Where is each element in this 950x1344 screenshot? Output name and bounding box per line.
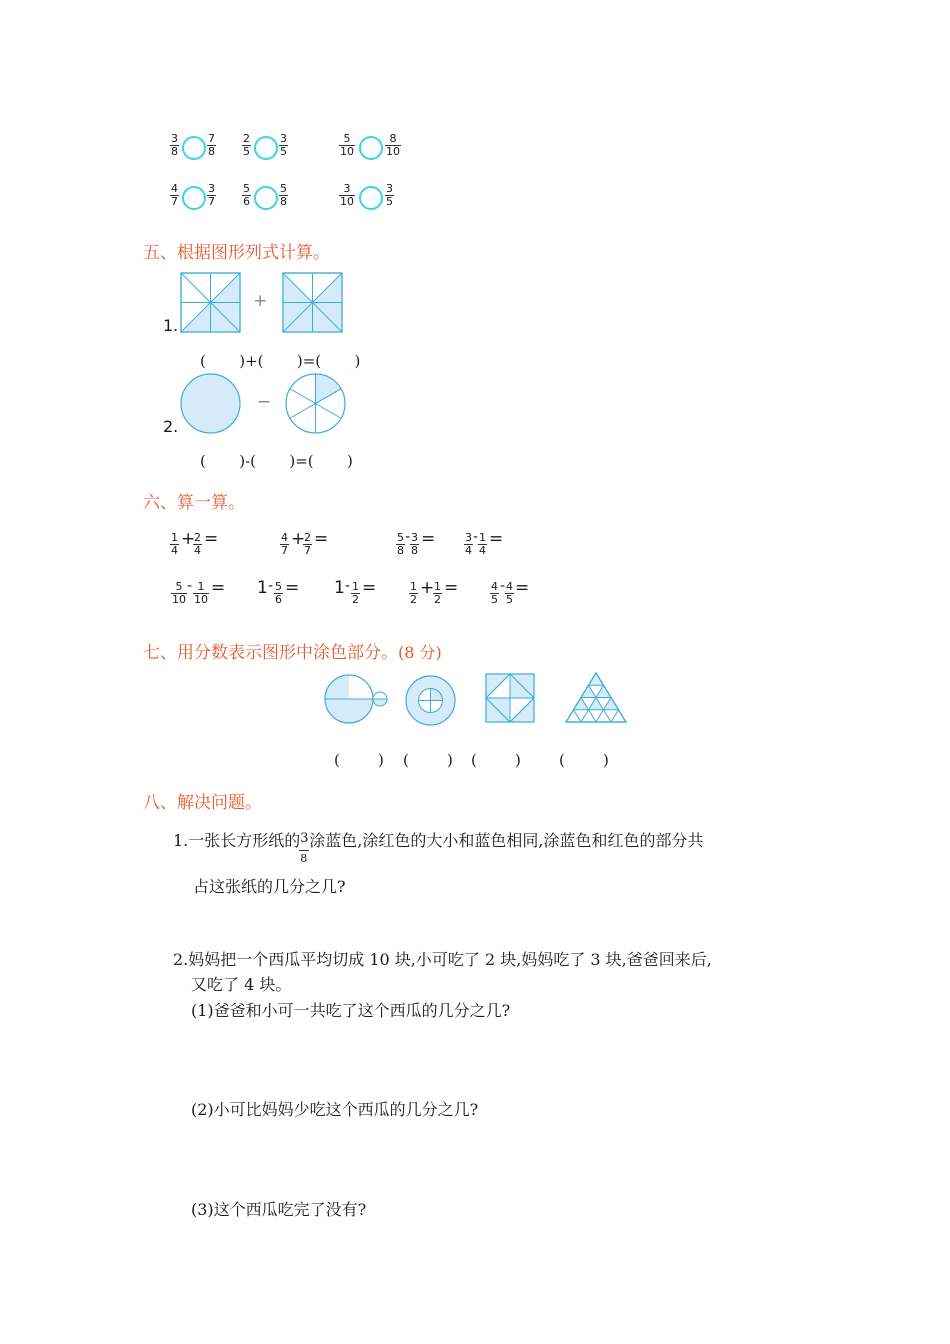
- square-figure-1: [181, 273, 241, 333]
- fraction: 4 5: [506, 580, 513, 606]
- ring-figure: [405, 675, 457, 727]
- equals: =: [211, 578, 226, 598]
- equals: =: [362, 578, 377, 598]
- equals: =: [314, 529, 329, 549]
- fraction: 3 10: [340, 182, 354, 208]
- section-8-title: 八、解决问题。: [143, 793, 262, 813]
- answer-blank-2[interactable]: ( ): [403, 751, 453, 769]
- question-1-fraction: 3 8: [300, 831, 309, 865]
- operator: -: [473, 529, 479, 545]
- fraction: 1 2: [434, 580, 441, 606]
- section-7-title: [143, 638, 442, 663]
- question-2-line-2: 又吃了 4 块。: [191, 975, 292, 994]
- section-7-score: (8 分): [398, 643, 442, 662]
- compare-circle[interactable]: [254, 186, 278, 210]
- question-2-sub-1: (1)爸爸和小可一共吃了这个西瓜的几分之几?: [191, 1001, 511, 1020]
- operator: -: [500, 578, 506, 594]
- fraction: 3 4: [465, 531, 472, 557]
- equals: =: [421, 529, 436, 549]
- fraction: 7 8: [208, 132, 215, 158]
- fraction: 5 6: [275, 580, 282, 606]
- equals: =: [515, 578, 530, 598]
- square-figure-2: [283, 273, 343, 333]
- equals: =: [285, 578, 300, 598]
- fraction: 8 10: [386, 132, 400, 158]
- fraction: 4 7: [281, 531, 288, 557]
- whole-number: 1: [334, 578, 345, 598]
- full-circle-figure: [180, 373, 242, 435]
- operator: -: [187, 578, 193, 594]
- compare-circle[interactable]: [254, 136, 278, 160]
- item-2-label: 2.: [163, 417, 179, 436]
- answer-blank-1[interactable]: ( ): [334, 751, 384, 769]
- equals: =: [489, 529, 504, 549]
- fraction: 1 4: [171, 531, 178, 557]
- item-2-answer-blanks[interactable]: ( )-( )=( ): [200, 452, 353, 470]
- section-7-title-text: 七、用分数表示图形中涂色部分。: [143, 643, 398, 663]
- compare-circle[interactable]: [182, 136, 206, 160]
- fraction: 3 8: [411, 531, 418, 557]
- item-1-answer-blanks[interactable]: ( )+( )=( ): [200, 352, 361, 370]
- fraction: 5 10: [172, 580, 186, 606]
- fraction: 2 4: [194, 531, 201, 557]
- fraction: 5 8: [397, 531, 404, 557]
- minus-sign: −: [257, 392, 272, 412]
- sliced-circle-figure: [285, 373, 347, 435]
- fraction: 1 2: [352, 580, 359, 606]
- question-1-text: [173, 828, 704, 865]
- compare-circle[interactable]: [359, 136, 383, 160]
- fraction: 3 5: [280, 132, 287, 158]
- fraction: 1 10: [194, 580, 208, 606]
- fraction: 3 7: [208, 182, 215, 208]
- operator: +: [420, 578, 435, 598]
- compare-circle[interactable]: [182, 186, 206, 210]
- question-1-line-2: 占这张纸的几分之几?: [193, 877, 346, 896]
- answer-blank-3[interactable]: ( ): [471, 751, 521, 769]
- question-2-line-1: 2.妈妈把一个西瓜平均切成 10 块,小可吃了 2 块,妈妈吃了 3 块,爸爸回来后,: [173, 950, 712, 969]
- section-5-title: 五、根据图形列式计算。: [143, 243, 330, 263]
- answer-blank-4[interactable]: ( ): [559, 751, 609, 769]
- diamond-square-figure: [486, 674, 536, 724]
- operator: -: [345, 578, 351, 594]
- fraction: 5 8: [280, 182, 287, 208]
- plus-sign: +: [253, 291, 268, 311]
- question-1-prefix: 1.一张长方形纸的: [173, 831, 301, 850]
- fraction: 1 2: [410, 580, 417, 606]
- operator: +: [291, 529, 306, 549]
- question-1-suffix: 涂蓝色,涂红色的大小和蓝色相同,涂蓝色和红色的部分共: [309, 831, 704, 850]
- fraction: 3 5: [386, 182, 393, 208]
- fraction: 1 4: [479, 531, 486, 557]
- question-2-sub-3: (3)这个西瓜吃完了没有?: [191, 1200, 367, 1219]
- item-1-label: 1.: [163, 316, 179, 335]
- operator: -: [405, 529, 411, 545]
- operator: -: [268, 578, 274, 594]
- fraction: 2 5: [243, 132, 250, 158]
- fraction: 4 5: [491, 580, 498, 606]
- compare-circle[interactable]: [359, 186, 383, 210]
- fraction: 2 7: [304, 531, 311, 557]
- operator: +: [181, 529, 196, 549]
- equals: =: [444, 578, 459, 598]
- question-2-sub-2: (2)小可比妈妈少吃这个西瓜的几分之几?: [191, 1100, 479, 1119]
- triangle-figure: [566, 672, 628, 724]
- section-6-title: 六、算一算。: [143, 493, 245, 513]
- semicircle-figure: [324, 674, 389, 724]
- fraction: 3 8: [171, 132, 178, 158]
- whole-number: 1: [257, 578, 268, 598]
- equals: =: [204, 529, 219, 549]
- fraction: 5 10: [340, 132, 354, 158]
- fraction: 4 7: [171, 182, 178, 208]
- fraction: 5 6: [243, 182, 250, 208]
